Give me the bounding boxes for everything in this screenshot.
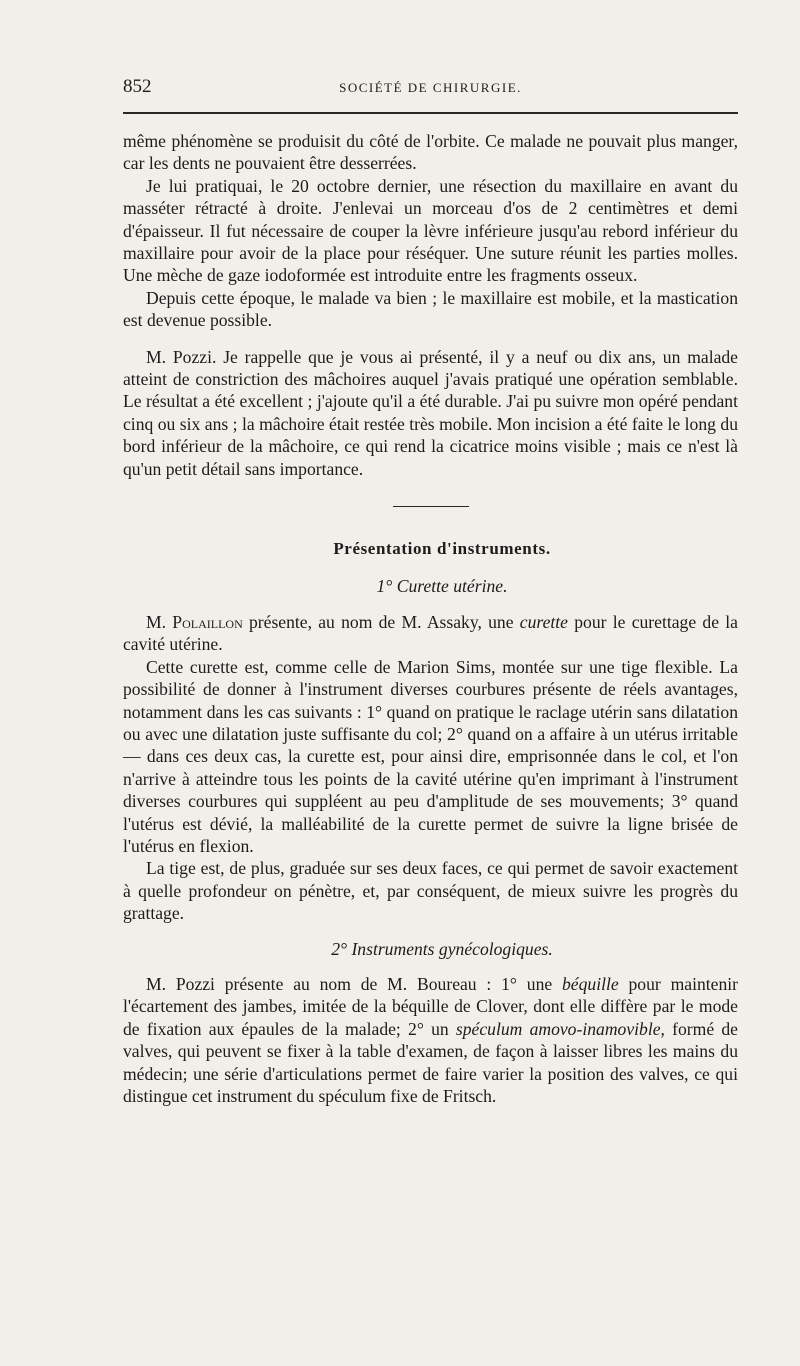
text-run: présente, au nom de M. Assaky, une: [242, 611, 520, 632]
text-run: , formé de valves, qui peuvent se fixer à la table d'examen, de façon à laisser libres les mains du médecin; une série d'articulations permet de faire varier la position des valves, ce qui distingue cet instrument du spéculum fixe de Fritsch.: [123, 1018, 738, 1107]
paragraph-3: Depuis cette époque, le malade va bien ; le maxillaire est mobile, et la mastication est devenue possible.: [123, 287, 738, 331]
speaker-name: M. Polaillon: [146, 611, 243, 632]
paragraph-tige: La tige est, de plus, graduée sur ses deux faces, ce qui permet de savoir exactement à quelle profondeur on pénètre, et, par conséquent, de mieux suivre les progrès du grattage.: [123, 858, 738, 924]
emphasis-speculum: spéculum amovo-inamovible: [455, 1018, 661, 1039]
section-title: Présentation d'instruments.: [333, 539, 551, 559]
subsection-title-curette: 1° Curette utérine.: [376, 575, 508, 596]
text-run: M. Pozzi présente au nom de M. Boureau : 1° une: [146, 974, 562, 994]
paragraph-polaillon: [123, 611, 738, 656]
page-number: 852: [123, 76, 152, 97]
emphasis-bequille: béquille: [562, 974, 619, 994]
journal-title: SOCIÉTÉ DE CHIRURGIE.: [339, 80, 522, 95]
paragraph-boureau: [123, 973, 738, 1107]
paragraph-2: Je lui pratiquai, le 20 octobre dernier, une résection du maxillaire en avant du masséter rétracté à droite. J'enlevai un morceau d'os de 2 centimètres et demi d'épaisseur. Il fut nécessaire de couper la lèvre inférieure jusqu'au rebord inférieur du maxillaire pour avoir de la place pour réséquer. Une suture réunit les parties molles. Une mèche de gaze iodoformée est introduite entre les fragments osseux.: [123, 175, 738, 286]
paragraph-pozzi-remark: M. Pozzi. Je rappelle que je vous ai présenté, il y a neuf ou dix ans, un malade atteint de constriction des mâchoires auquel j'avais pratiqué une opération semblable. Le résultat a été excellent ; j'ajoute qu'il a été durable. J'ai pu suivre mon opéré pendant cinq ou six ans ; la mâchoire était restée très mobile. Mon incision a été faite le long du bord inférieur de la mâchoire, ce qui rend la cicatrice moins visible ; mais ce n'est là qu'un petit détail sans importance.: [123, 346, 738, 479]
text-run: pour maintenir l'écartement des jambes, imitée de la béquille de Clover, dont elle diffère par le mode de fixation aux épaules de la malade; 2° un: [123, 974, 738, 1039]
header-rule: [123, 112, 738, 114]
subsection-title-instruments: 2° Instruments gynécologiques.: [331, 938, 553, 959]
running-head: [123, 76, 738, 100]
paragraph-curette-description: Cette curette est, comme celle de Marion Sims, montée sur une tige flexible. La possibilité de donner à l'instrument diverses courbures présente de réels avantages, notamment dans les cas suivants : 1° quand on pratique le raclage utérin sans dilatation ou avec une dilatation juste suffisante du col; 2° quand on a affaire à un utérus irritable — dans ces deux cas, la curette est, pour ainsi dire, emprisonnée dans le col, et l'on n'arrive à atteindre tous les points de la cavité utérine qu'en imprimant à l'instrument diverses courbures qui suppléent au peu d'amplitude de ses mouvements; 3° quand l'utérus est dévié, la malléabilité de la curette permet de suivre la ligne brisée de l'utérus en flexion.: [123, 656, 738, 856]
paragraph-1: même phénomène se produisit du côté de l'orbite. Ce malade ne pouvait plus manger, car les dents ne pouvaient être desserrées.: [123, 131, 738, 174]
emphasis-curette: curette: [519, 611, 568, 632]
text-run: pour le curettage de la cavité utérine.: [123, 611, 738, 655]
body-text: [123, 130, 738, 1107]
